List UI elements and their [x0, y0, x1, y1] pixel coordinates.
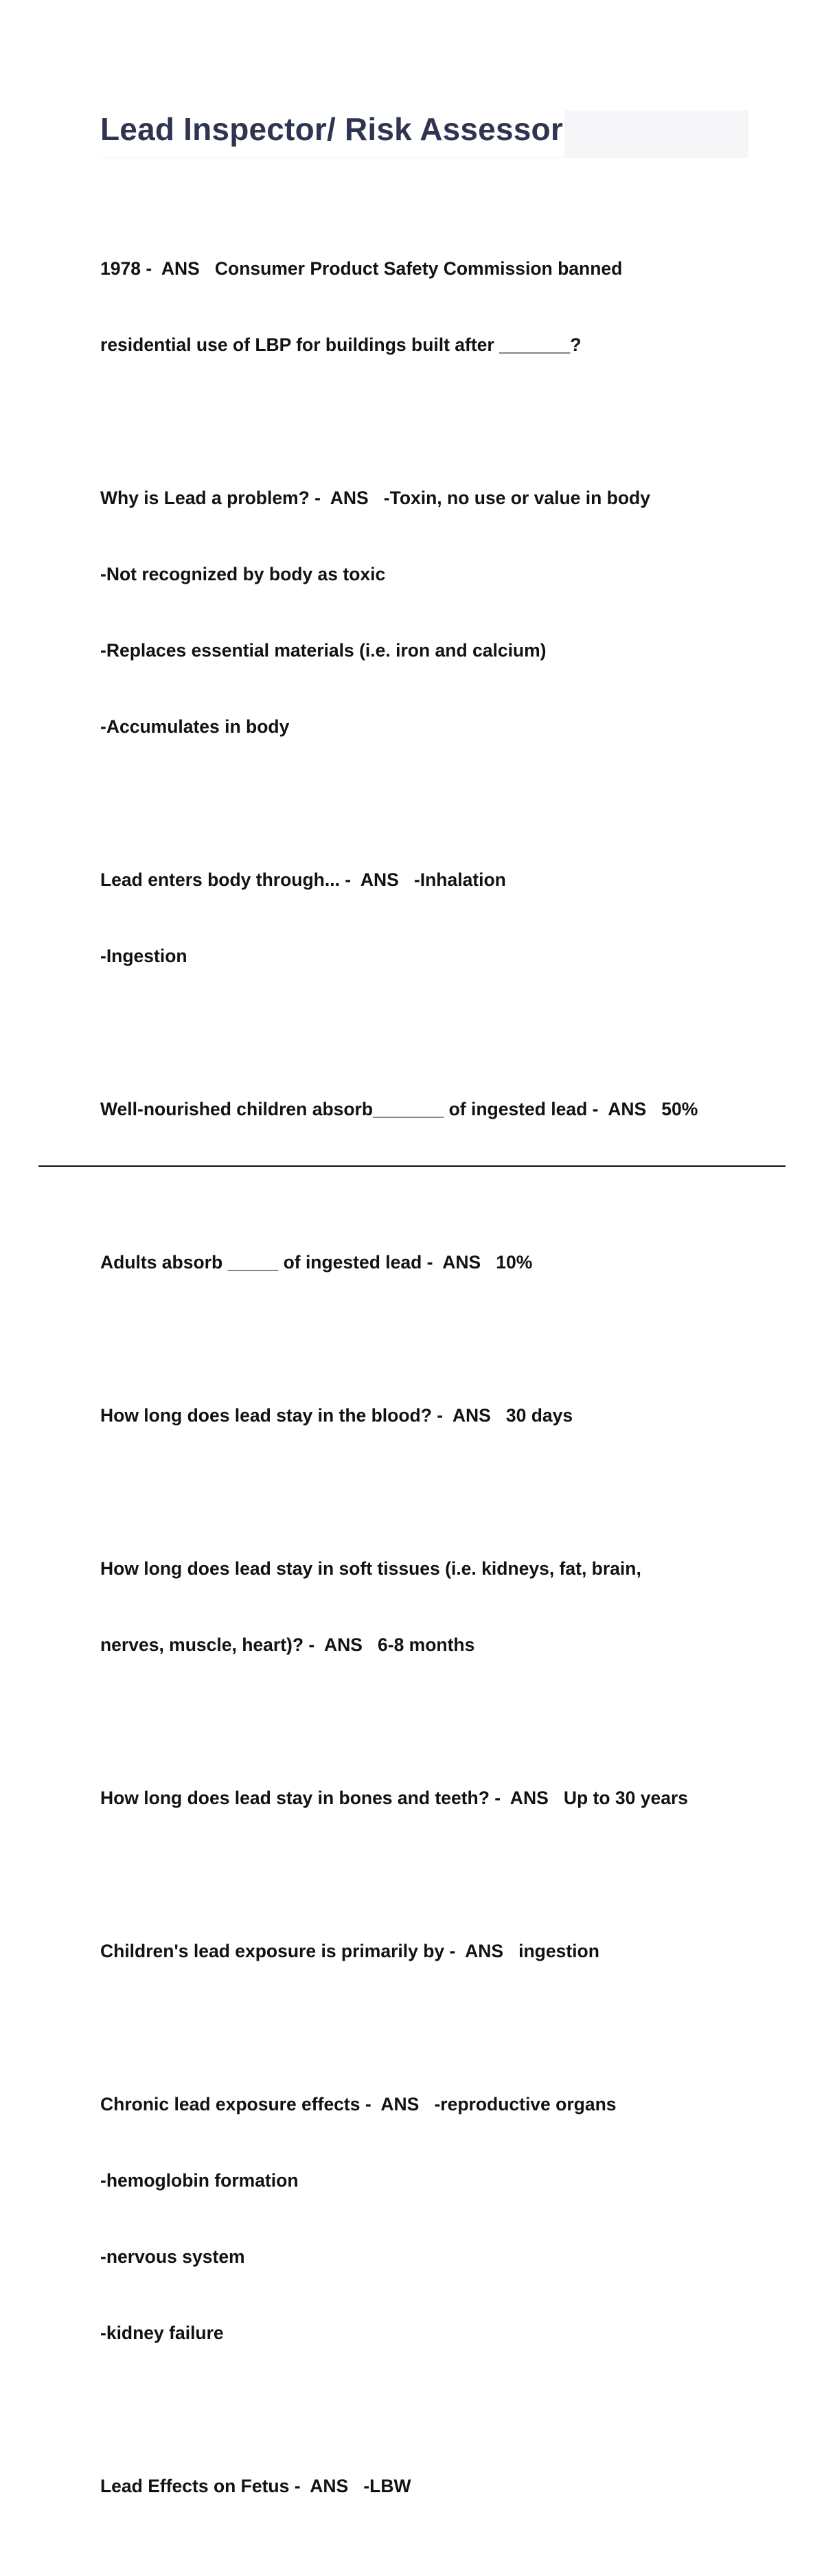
qa-item: [100, 1505, 759, 1709]
qa-item: [100, 1352, 759, 1479]
qa-line: -hemoglobin formation: [100, 2170, 299, 2191]
qa-line: -Ingestion: [100, 946, 187, 966]
qa-line: Lead Effects on Fetus - ANS -LBW: [100, 2476, 411, 2496]
qa-line: Adults absorb _____ of ingested lead - ANS 10%: [100, 1252, 533, 1273]
qa-line: -kidney failure: [100, 2323, 224, 2343]
qa-line: Why is Lead a problem? - ANS -Toxin, no use or value in body: [100, 488, 650, 508]
qa-line: nerves, muscle, heart)? - ANS 6-8 months: [100, 1634, 475, 1655]
qa-line: Children's lead exposure is primarily by - ANS ingestion: [100, 1941, 599, 1961]
qa-item: [100, 1046, 759, 1173]
document-title: Lead Inspector/ Risk Assessor: [100, 111, 563, 147]
qa-item: [100, 205, 759, 409]
qa-item: [100, 1735, 759, 1862]
qa-line: -Accumulates in body: [100, 716, 290, 737]
qa-list: [100, 205, 759, 2576]
qa-line: Well-nourished children absorb_______ of ingested lead - ANS 50%: [100, 1099, 698, 1119]
qa-line: -Replaces essential materials (i.e. iron and calcium): [100, 640, 547, 661]
qa-item: [100, 2041, 759, 2397]
qa-line: How long does lead stay in the blood? - ANS 30 days: [100, 1405, 573, 1426]
qa-line: How long does lead stay in bones and teeth? - ANS Up to 30 years: [100, 1788, 689, 1808]
qa-line: Chronic lead exposure effects - ANS -reproductive organs: [100, 2094, 617, 2115]
qa-line: How long does lead stay in soft tissues (i.e. kidneys, fat, brain,: [100, 1558, 641, 1579]
qa-item: [100, 2423, 759, 2550]
qa-item: [100, 435, 759, 790]
qa-item: [100, 1199, 759, 1326]
qa-line: Lead enters body through... - ANS -Inhalation: [100, 869, 506, 890]
qa-line: 1978 - ANS Consumer Product Safety Commission banned: [100, 258, 623, 279]
footer-divider: [38, 1165, 786, 1167]
qa-line: -nervous system: [100, 2246, 245, 2267]
qa-item: [100, 1888, 759, 2015]
qa-line: -Not recognized by body as toxic: [100, 564, 386, 584]
qa-item: [100, 817, 759, 1020]
qa-line: residential use of LBP for buildings built after _______?: [100, 334, 582, 355]
